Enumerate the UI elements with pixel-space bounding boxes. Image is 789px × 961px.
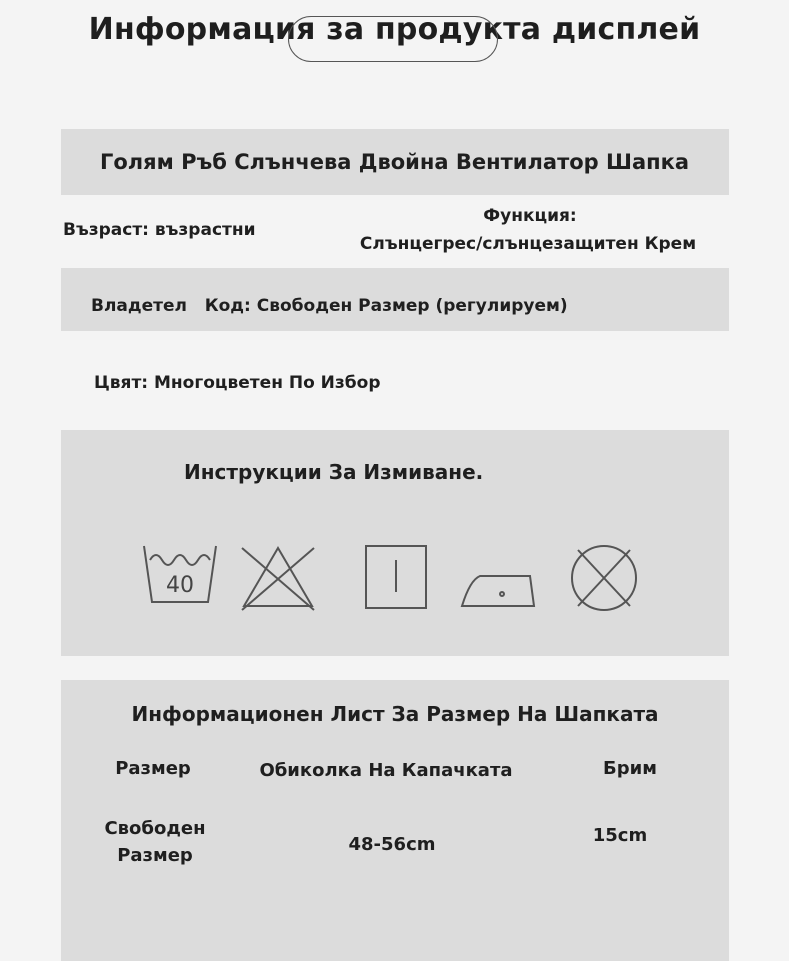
- page-title: Информация за продукта дисплей: [88, 12, 701, 47]
- no-bleach-icon: [240, 540, 316, 616]
- wash-temp-text: 40: [166, 573, 194, 598]
- washing-title: Инструкции За Измиване.: [184, 460, 484, 484]
- wash-40-icon: [142, 540, 218, 616]
- size-sheet-title: Информационен Лист За Размер На Шапката: [131, 702, 659, 726]
- function-label: Функция:: [483, 206, 577, 226]
- product-name-band: [61, 129, 729, 195]
- age-label: Възраст: възрастни: [63, 220, 256, 240]
- header-size: Размер: [115, 758, 191, 779]
- product-name: Голям Ръб Слънчева Двойна Вентилатор Шапка: [99, 150, 690, 174]
- cell-brim: 15cm: [592, 825, 648, 846]
- color-label: Цвят: Многоцветен По Избор: [94, 373, 381, 393]
- iron-low-icon: [460, 540, 536, 616]
- function-value: Слънцегрес/слънцезащитен Крем: [359, 234, 697, 254]
- no-dry-clean-icon: [566, 540, 642, 616]
- header-brim: Брим: [603, 758, 657, 779]
- title-highlight-oval: [288, 16, 498, 62]
- owner-code-text: Владетел Код: Свободен Размер (регулируем): [91, 296, 568, 316]
- tumble-dry-icon: [362, 540, 438, 616]
- header-circumference: Обиколка На Капачката: [259, 760, 513, 781]
- owner-code-band: [61, 268, 729, 331]
- cell-size-line2: Размер: [117, 845, 193, 866]
- cell-circumference: 48-56cm: [348, 834, 436, 855]
- cell-size-line1: Свободен: [104, 818, 206, 839]
